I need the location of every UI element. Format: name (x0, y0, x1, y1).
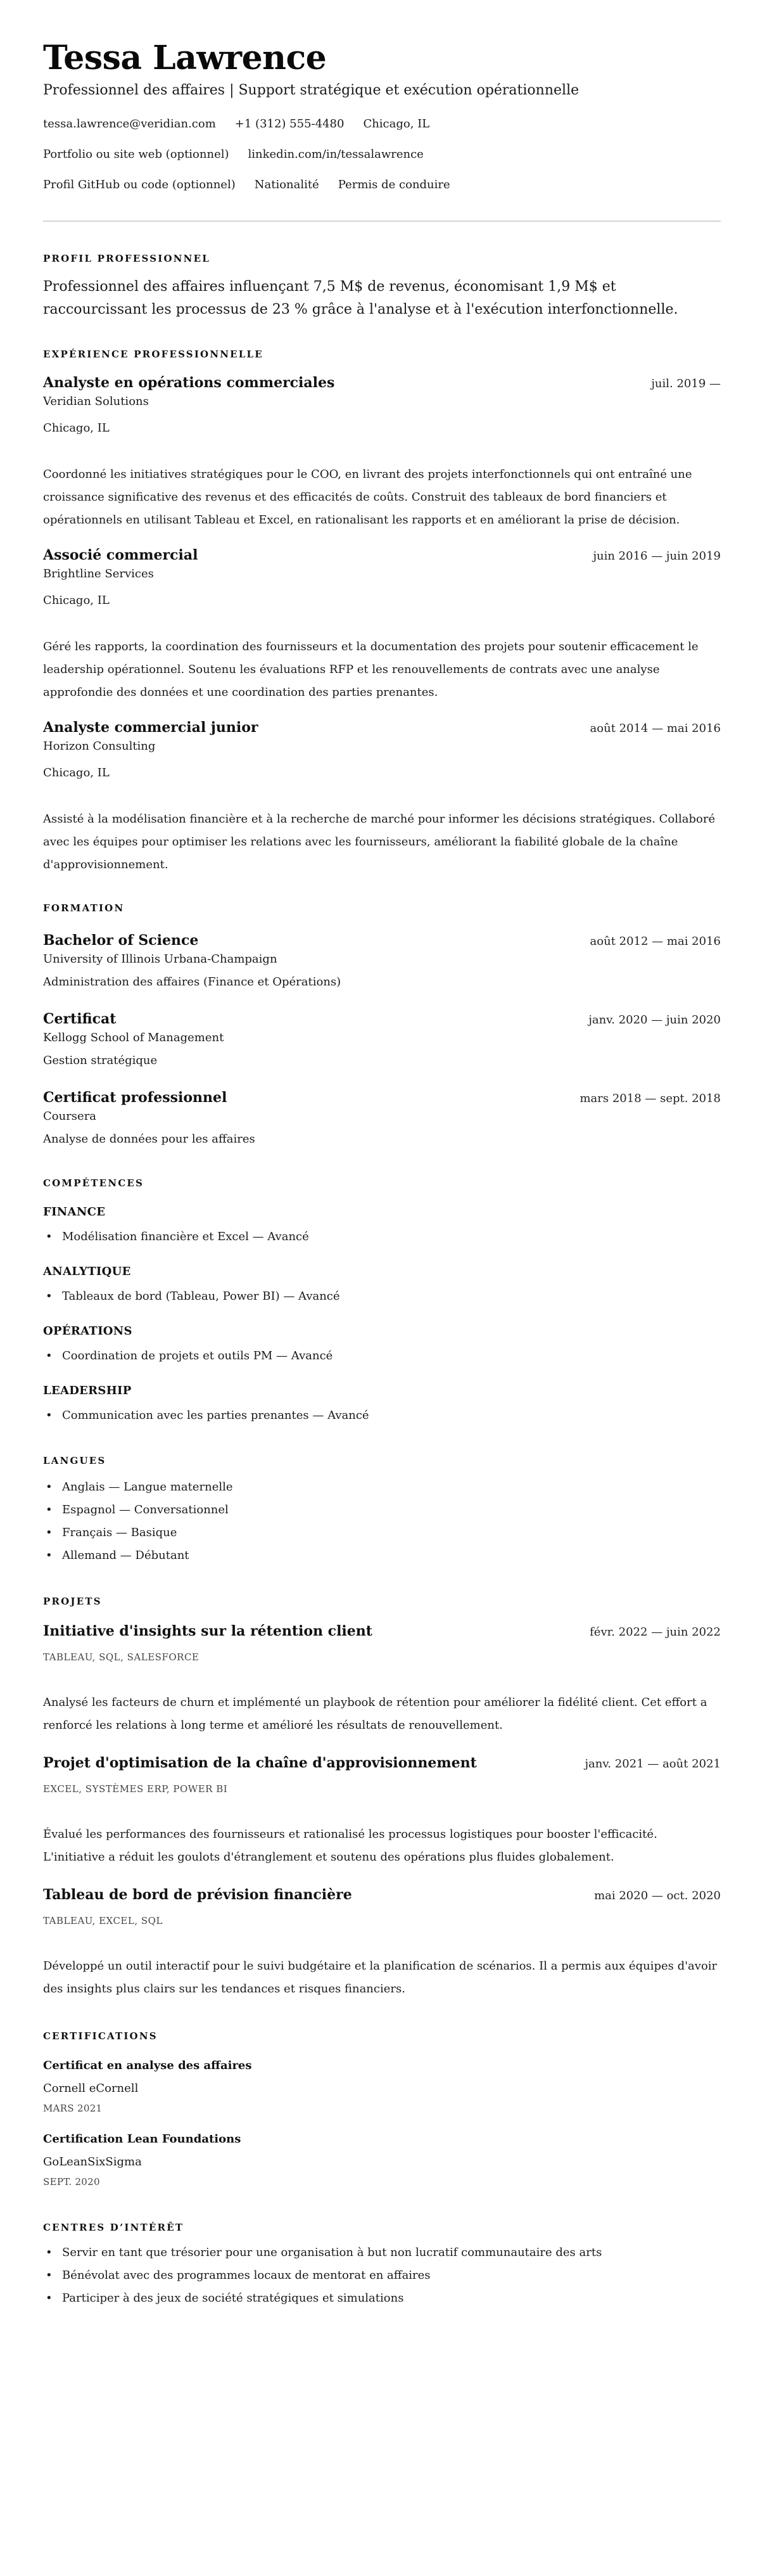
job-location: Chicago, IL (43, 421, 110, 435)
certification-date: MARS 2021 (43, 2103, 103, 2114)
project-name: Projet d'optimisation de la chaîne d'approvisionnement (43, 1755, 477, 1771)
project-dates: janv. 2021 — août 2021 (585, 1757, 721, 1771)
project-tech: EXCEL, SYSTÈMES ERP, POWER BI (43, 1783, 228, 1795)
project-description: Évalué les performances des fournisseurs et rationalisé les processus logistiques pour booster l'efficacité. L'initiative a réduit les goulots d'étranglement et soutenu des opérations plus fluides globalement. (43, 1828, 657, 1864)
linkedin-link[interactable]: linkedin.com/in/tessalawrence (248, 148, 424, 161)
certification-name: Certification Lean Foundations (43, 2132, 241, 2146)
degree-title: Certificat professionnel (43, 1089, 227, 1106)
job-description: Coordonné les initiatives stratégiques pour le COO, en livrant des projets interfonctionnels qui ont entraîné une croissance significative des revenus et des efficacités de coûts. Construit des tableaux de bord financiers et opérationnels en utilisant Tableau et Excel, en rationalisant les rapports et en améliorant la prise de décision. (43, 468, 692, 527)
section-title-experience: EXPÉRIENCE PROFESSIONNELLE (43, 349, 263, 360)
contact-row-links (43, 147, 721, 162)
certifications-section (43, 2030, 721, 2188)
language-list (43, 1476, 721, 1567)
project-entry (43, 1753, 721, 1869)
job-dates: août 2014 — mai 2016 (590, 722, 721, 735)
portfolio-link[interactable]: Portfolio ou site web (optionnel) (43, 148, 229, 161)
skill-list (43, 1407, 721, 1424)
company-name: Brightline Services (43, 567, 154, 580)
nationality: Nationalité (254, 178, 319, 191)
skill-list (43, 1229, 721, 1245)
interest-item: • Participer à des jeux de société stratégiques et simulations (43, 2287, 721, 2310)
project-description: Analysé les facteurs de churn et implémenté un playbook de rétention pour améliorer la fidélité client. Cet effort a renforcé les relations à long terme et amélioré les résultats de renouvellement. (43, 1696, 707, 1732)
school-name: Coursera (43, 1110, 97, 1123)
section-title-summary: PROFIL PROFESSIONNEL (43, 253, 210, 264)
headline: Professionnel des affaires | Support stratégique et exécution opérationnelle (43, 82, 580, 98)
projects-section (43, 1595, 721, 2001)
job-dates: juil. 2019 — (651, 377, 721, 390)
job-dates: juin 2016 — juin 2019 (593, 549, 721, 563)
job-description: Géré les rapports, la coordination des fournisseurs et la documentation des projets pour soutenir efficacement le leadership opérationnel. Soutenu les évaluations RFP et les renouvellements de contrats avec une analyse approfondie des données et une coordination des parties prenantes. (43, 640, 699, 699)
interest-item: • Servir en tant que trésorier pour une organisation à but non lucratif communautaire des arts (43, 2241, 721, 2264)
certification-issuer: Cornell eCornell (43, 2082, 139, 2095)
interests-section (43, 2221, 721, 2310)
language-item: • Français — Basique (43, 1522, 721, 1544)
section-title-projects: PROJETS (43, 1596, 102, 1607)
experience-entry (43, 718, 721, 876)
interest-item: • Bénévolat avec des programmes locaux de mentorat en affaires (43, 2264, 721, 2287)
section-title-certifications: CERTIFICATIONS (43, 2030, 158, 2042)
skill-item: • Coordination de projets et outils PM — Avancé (43, 1348, 721, 1364)
resume-header (43, 37, 721, 193)
education-entry (43, 1088, 721, 1148)
skill-category: FINANCE (43, 1205, 106, 1219)
github-link[interactable]: Profil GitHub ou code (optionnel) (43, 178, 236, 191)
section-title-interests: CENTRES D’INTÉRÊT (43, 2222, 184, 2233)
location: Chicago, IL (363, 117, 430, 131)
section-title-education: FORMATION (43, 902, 125, 914)
contact-row-extra (43, 177, 721, 193)
education-dates: mars 2018 — sept. 2018 (580, 1092, 721, 1105)
project-dates: févr. 2022 — juin 2022 (590, 1625, 721, 1639)
skill-list (43, 1348, 721, 1364)
education-section (43, 902, 721, 1148)
job-description: Assisté à la modélisation financière et à la recherche de marché pour informer les décisions stratégiques. Collaboré avec les équipes pour optimiser les relations avec les fournisseurs, améliorant la fiabilité globale de la chaîne d'approvisionnement. (43, 812, 716, 871)
skill-item: • Tableaux de bord (Tableau, Power BI) — Avancé (43, 1288, 721, 1305)
skill-list (43, 1288, 721, 1305)
language-item: • Allemand — Débutant (43, 1544, 721, 1567)
certification-date: SEPT. 2020 (43, 2176, 100, 2188)
experience-section (43, 348, 721, 876)
skill-category: LEADERSHIP (43, 1384, 132, 1397)
school-name: Kellogg School of Management (43, 1031, 224, 1044)
header-divider (43, 221, 721, 222)
project-dates: mai 2020 — oct. 2020 (594, 1889, 721, 1902)
field-of-study: Gestion stratégique (43, 1054, 158, 1067)
project-description: Développé un outil interactif pour le suivi budgétaire et la planification de scénarios. Il a permis aux équipes d'avoir des insights plus clairs sur les tendances et risques financiers. (43, 1959, 718, 1996)
phone-number[interactable]: +1 (312) 555-4480 (234, 117, 345, 131)
job-title: Analyste commercial junior (43, 719, 258, 736)
job-title: Analyste en opérations commerciales (43, 375, 335, 391)
degree-title: Certificat (43, 1011, 117, 1027)
contact-row-primary (43, 117, 721, 132)
summary-section (43, 252, 721, 321)
section-title-languages: LANGUES (43, 1455, 106, 1466)
certification-issuer: GoLeanSixSigma (43, 2155, 142, 2169)
experience-entry (43, 373, 721, 532)
interest-list (43, 2241, 721, 2310)
education-dates: janv. 2020 — juin 2020 (588, 1013, 721, 1027)
certification-name: Certificat en analyse des affaires (43, 2059, 252, 2072)
summary-text: Professionnel des affaires influençant 7,5 M$ de revenus, économisant 1,9 M$ et raccourcissant les processus de 23 % grâce à l'analyse et à l'exécution interfonctionnelle. (43, 279, 678, 317)
experience-entry (43, 546, 721, 704)
education-entry (43, 1009, 721, 1069)
education-dates: août 2012 — mai 2016 (590, 935, 721, 948)
job-location: Chicago, IL (43, 766, 110, 779)
skill-category: ANALYTIQUE (43, 1265, 131, 1278)
job-location: Chicago, IL (43, 594, 110, 607)
section-title-skills: COMPÉTENCES (43, 1177, 144, 1189)
project-name: Initiative d'insights sur la rétention client (43, 1623, 372, 1639)
skill-category: OPÉRATIONS (43, 1324, 132, 1338)
skill-item: • Modélisation financière et Excel — Avancé (43, 1229, 721, 1245)
project-entry (43, 1885, 721, 2001)
company-name: Horizon Consulting (43, 740, 156, 753)
project-name: Tableau de bord de prévision financière (43, 1887, 352, 1903)
degree-title: Bachelor of Science (43, 932, 199, 949)
project-tech: TABLEAU, SQL, SALESFORCE (43, 1651, 200, 1663)
candidate-name: Tessa Lawrence (43, 39, 327, 77)
skills-section (43, 1177, 721, 1424)
school-name: University of Illinois Urbana-Champaign (43, 952, 277, 966)
company-name: Veridian Solutions (43, 395, 149, 408)
certification-entry (43, 2131, 721, 2188)
certification-entry (43, 2058, 721, 2115)
language-item: • Anglais — Langue maternelle (43, 1476, 721, 1499)
skill-item: • Communication avec les parties prenantes — Avancé (43, 1407, 721, 1424)
field-of-study: Administration des affaires (Finance et Opérations) (43, 975, 341, 989)
drivers-license: Permis de conduire (338, 178, 450, 191)
language-item: • Espagnol — Conversationnel (43, 1499, 721, 1522)
project-tech: TABLEAU, EXCEL, SQL (43, 1915, 163, 1926)
field-of-study: Analyse de données pour les affaires (43, 1132, 255, 1146)
email-link[interactable]: tessa.lawrence@veridian.com (43, 117, 216, 131)
languages-section (43, 1454, 721, 1567)
education-entry (43, 931, 721, 990)
job-title: Associé commercial (43, 547, 198, 563)
project-entry (43, 1622, 721, 1737)
